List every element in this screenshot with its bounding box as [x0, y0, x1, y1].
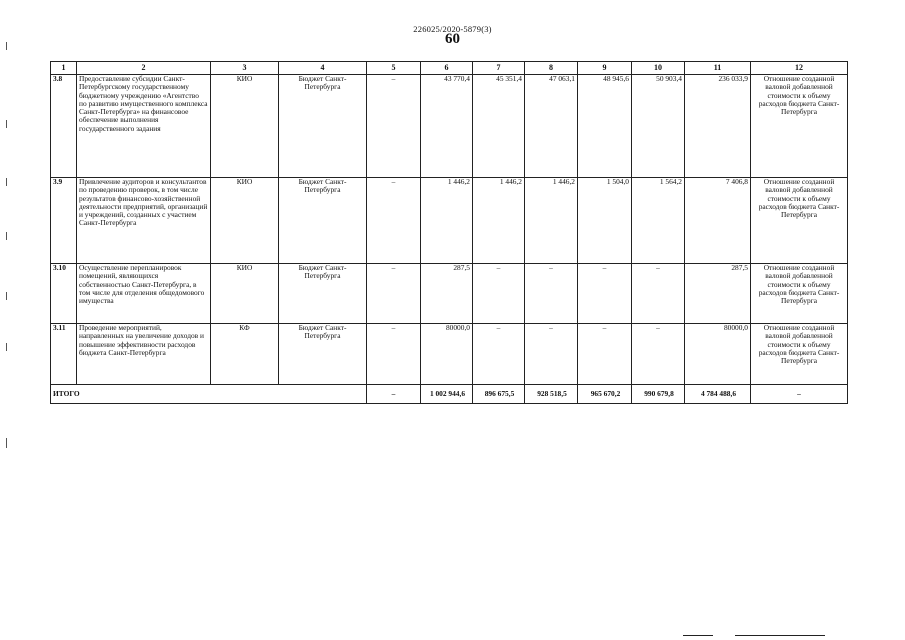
column-5-cell: – — [367, 264, 421, 324]
total-amount-cell: 896 675,5 — [473, 385, 525, 404]
executor-cell: КИО — [211, 264, 279, 324]
total-amount-cell: 990 679,8 — [632, 385, 685, 404]
amount-cell: 1 446,2 — [421, 178, 473, 264]
column-number: 10 — [632, 62, 685, 75]
column-number: 4 — [279, 62, 367, 75]
document-registration-number: 226025/2020-5879(3) — [413, 24, 492, 34]
scan-margin-mark — [6, 438, 7, 448]
budget-measures-table — [50, 61, 848, 404]
column-number: 1 — [51, 62, 77, 75]
amount-cell: 50 903,4 — [632, 75, 685, 178]
indicator-cell: Отношение созданной валовой добавленной стоимости к объему расходов бюджета Санкт-Петербурга — [751, 178, 848, 264]
footer-rule — [735, 635, 825, 636]
page-number: 60 — [445, 31, 460, 47]
column-5-cell: – — [367, 385, 421, 404]
table-row — [51, 324, 848, 385]
funding-source-cell: Бюджет Санкт-Петербурга — [279, 178, 367, 264]
funding-source-cell: Бюджет Санкт-Петербурга — [279, 324, 367, 385]
table-row — [51, 264, 848, 324]
amount-cell: – — [632, 324, 685, 385]
column-5-cell: – — [367, 324, 421, 385]
funding-source-cell: Бюджет Санкт-Петербурга — [279, 75, 367, 178]
row-number: 3.9 — [51, 178, 77, 264]
amount-cell: 1 564,2 — [632, 178, 685, 264]
column-number: 12 — [751, 62, 848, 75]
column-number-row — [51, 62, 848, 75]
total-amount-cell: 928 518,5 — [525, 385, 578, 404]
column-number: 2 — [77, 62, 211, 75]
scan-margin-mark — [6, 42, 7, 50]
total-amount-cell: 80000,0 — [685, 324, 751, 385]
total-amount-cell: 287,5 — [685, 264, 751, 324]
measure-name: Предоставление субсидии Санкт-Петербургскому государственному бюджетному учреждению «Агентство по развитию имущественного комплекса Санкт-Петербурга» на финансовое обеспечение выполнения государственного задания — [77, 75, 211, 178]
amount-cell: 48 945,6 — [578, 75, 632, 178]
amount-cell: 1 446,2 — [473, 178, 525, 264]
amount-cell: – — [525, 324, 578, 385]
table-row — [51, 178, 848, 264]
indicator-cell: Отношение созданной валовой добавленной стоимости к объему расходов бюджета Санкт-Петербурга — [751, 264, 848, 324]
column-number: 3 — [211, 62, 279, 75]
total-amount-cell: 965 670,2 — [578, 385, 632, 404]
amount-cell: 1 446,2 — [525, 178, 578, 264]
indicator-cell: Отношение созданной валовой добавленной стоимости к объему расходов бюджета Санкт-Петербурга — [751, 75, 848, 178]
executor-cell: КФ — [211, 324, 279, 385]
amount-cell: – — [632, 264, 685, 324]
column-number: 7 — [473, 62, 525, 75]
indicator-cell: – — [751, 385, 848, 404]
table-row — [51, 75, 848, 178]
measure-name: Осуществление перепланировок помещений, являющихся собственностью Санкт-Петербурга, в том числе для отделения общедомового имущества — [77, 264, 211, 324]
amount-cell: 43 770,4 — [421, 75, 473, 178]
amount-cell: – — [525, 264, 578, 324]
column-5-cell: – — [367, 75, 421, 178]
amount-cell: – — [473, 264, 525, 324]
executor-cell: КИО — [211, 178, 279, 264]
column-number: 8 — [525, 62, 578, 75]
amount-cell: – — [578, 264, 632, 324]
amount-cell: 80000,0 — [421, 324, 473, 385]
amount-cell: 287,5 — [421, 264, 473, 324]
indicator-cell: Отношение созданной валовой добавленной стоимости к объему расходов бюджета Санкт-Петербурга — [751, 324, 848, 385]
column-number: 9 — [578, 62, 632, 75]
amount-cell: 1 504,0 — [578, 178, 632, 264]
total-amount-cell: 1 002 944,6 — [421, 385, 473, 404]
scan-margin-mark — [6, 178, 7, 186]
column-number: 6 — [421, 62, 473, 75]
scan-margin-mark — [6, 292, 7, 300]
scan-margin-mark — [6, 120, 7, 128]
amount-cell: 47 063,1 — [525, 75, 578, 178]
row-number: 3.8 — [51, 75, 77, 178]
column-number: 5 — [367, 62, 421, 75]
total-amount-cell: 7 406,8 — [685, 178, 751, 264]
total-amount-cell: 236 033,9 — [685, 75, 751, 178]
amount-cell: – — [578, 324, 632, 385]
amount-cell: – — [473, 324, 525, 385]
footer-rule — [683, 635, 713, 636]
row-number: 3.11 — [51, 324, 77, 385]
measure-name: Привлечение аудиторов и консультантов по проведению проверок, в том числе результатов финансово-хозяйственной деятельности предприятий, организаций и учреждений, созданных с участием Санкт-Петербурга — [77, 178, 211, 264]
funding-source-cell: Бюджет Санкт-Петербурга — [279, 264, 367, 324]
grand-total-cell: 4 784 488,6 — [685, 385, 751, 404]
total-row — [51, 385, 848, 404]
amount-cell: 45 351,4 — [473, 75, 525, 178]
measure-name: Проведение мероприятий, направленных на увеличение доходов и повышение эффективности расходов бюджета Санкт-Петербурга — [77, 324, 211, 385]
scan-margin-mark — [6, 232, 7, 240]
total-label: ИТОГО — [51, 385, 367, 404]
scan-margin-mark — [6, 343, 7, 351]
row-number: 3.10 — [51, 264, 77, 324]
executor-cell: КИО — [211, 75, 279, 178]
column-number: 11 — [685, 62, 751, 75]
column-5-cell: – — [367, 178, 421, 264]
